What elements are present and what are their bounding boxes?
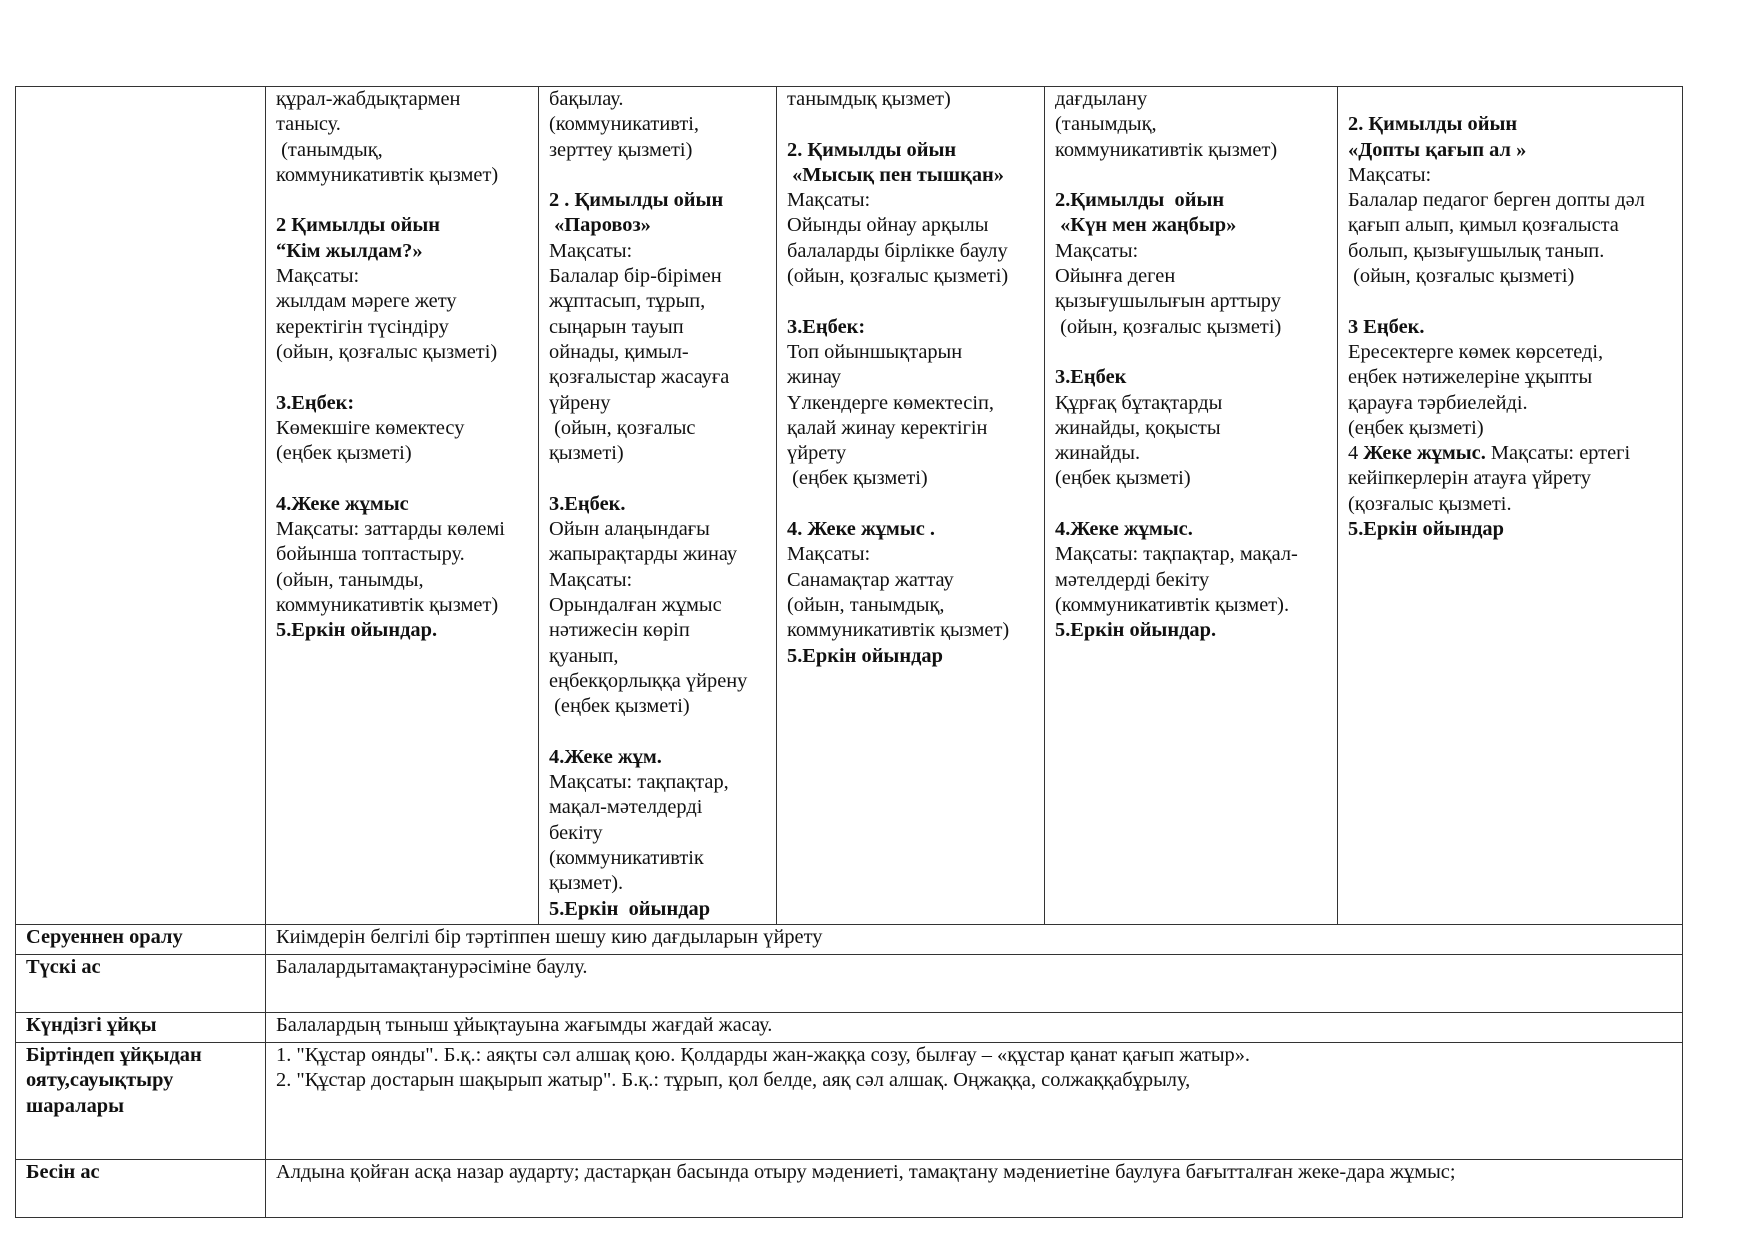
text-line: Мақсаты: тақпақтар, мақал- [1055,543,1298,566]
text-line: Мақсаты: [276,265,360,288]
text-line: нәтижесін көріп [549,619,690,642]
text-line: (еңбек қызметі) [787,467,928,490]
row-label: Бесін ас [16,1160,266,1218]
text-line: (ойын, танымдық, [787,593,945,616]
text-line: Санамақтар жаттау [787,568,954,591]
row-label: Серуеннен оралу [16,925,266,955]
text-line: (ойын, қозғалыс қызметі) [1348,265,1575,288]
walk-activities-row [16,87,1683,925]
text-line: Ойынды ойнау арқылы [787,214,989,237]
text-line: (еңбек қызметі) [1348,416,1484,439]
text-line: Мақсаты: [1348,163,1432,186]
text-line: бекіту [549,821,603,844]
text-line: Балалар бір-бірімен [549,265,722,288]
text-line: (ойын, қозғалыс қызметі) [276,340,498,363]
text-line: танысу. [276,113,341,136]
text-line: «Мысық пен тышқан» [787,163,1004,186]
text-line: коммуникативтік қызмет) [1055,138,1278,161]
text-line: (ойын, қозғалыс қызметі) [787,265,1009,288]
text-line: Балалар педагог берген допты дәл [1348,189,1645,212]
text-line: (ойын, танымды, [276,568,424,591]
text-line [549,466,768,491]
text-line: жылдам мәреге жету [276,290,457,313]
text-line: (қозғалыс қызметі. [1348,492,1512,515]
text-line: зерттеу қызметі) [549,138,693,161]
walk-day5-cell [1338,87,1683,925]
text-line: (коммуникативтік қызмет). [1055,593,1290,616]
text-line: Ересектерге көмек көрсетеді, [1348,340,1604,363]
text-line: болып, қызығушылық танып. [1348,239,1605,262]
walk-day4-cell [1045,87,1338,925]
text-line: (танымдық, [1055,113,1157,136]
text-line [787,289,1036,314]
walk-day1-cell [266,87,539,925]
text-line: Мақсаты: тақпақтар, [549,771,729,794]
text-line: 4.Жеке жұмыс [276,492,409,515]
row-text: Балалардытамақтанурәсіміне баулу. [266,955,1683,1013]
text-line: 5.Еркін ойындар. [1055,619,1217,642]
text-line [1348,87,1674,112]
text-line: еңбекқорлыққа үйрену [549,669,748,692]
text-line: Мақсаты: [787,543,871,566]
row-text [266,1043,1683,1160]
row-text: Балалардың тыныш ұйықтауына жағымды жағдай жасау. [266,1013,1683,1043]
text-line: құрал-жабдықтармен [276,88,461,110]
text-line: Көмекшіге көмектесу [276,416,465,439]
text-line [276,188,530,213]
text-line: «Допты қағып ал » [1348,138,1527,161]
text-line: 3.Еңбек: [276,391,355,414]
text-line: бақылау. [549,88,624,110]
text-line: (коммуникативтік [549,846,704,869]
text-line: (еңбек қызметі) [1055,467,1191,490]
text-line: Топ ойыншықтарын [787,340,963,363]
text-line: 1. "Құстар оянды". Б.қ.: аяқты сәл алшақ қою. Қолдарды жан-жаққа созу, былғау – «құстар қанат қағып жатыр». [276,1044,1251,1066]
text-line: үйрену [549,391,611,414]
text-line: коммуникативтік қызмет) [787,619,1010,642]
text-line: (коммуникативті, [549,113,700,136]
text-line: Мақсаты: [549,239,633,262]
text-line: қарауға тәрбиелейді. [1348,391,1528,414]
text-line: жапырақтарды жинау [549,543,738,566]
walk-day3-cell [777,87,1045,925]
text-line: “Кім жылдам?» [276,239,423,262]
text-line: Ойынға деген [1055,265,1176,288]
text-line: 4 Жеке жұмыс. Мақсаты: ертегі [1348,442,1631,465]
text-line: коммуникативтік қызмет) [276,593,499,616]
wake-up-row [16,1043,1683,1160]
text-line: (еңбек қызметі) [276,442,412,465]
text-line: «Күн мен жаңбыр» [1055,214,1237,237]
text-line: 4.Жеке жұмыс. [1055,518,1193,541]
text-line: бойынша топтастыру. [276,543,465,566]
text-line: 5.Еркін ойындар [787,644,943,667]
text-line: Ойын алаңындағы [549,518,710,541]
text-line: жинайды. [1055,442,1141,465]
text-line: Мақсаты: [1055,239,1139,262]
text-line: 4.Жеке жұм. [549,745,662,768]
text-line: 2. "Құстар достарын шақырып жатыр". Б.қ.: тұрып, қол белде, аяқ сәл алшақ. Оңжаққа, солжаққабұрылу, [276,1069,1191,1092]
text-line: ойнады, қимыл- [549,340,689,363]
return-from-walk-row [16,925,1683,955]
text-line: 2. Қимылды ойын [1348,113,1518,136]
text-line: керектігін түсіндіру [276,315,449,338]
text-line [1348,289,1674,314]
text-line: 2 Қимылды ойын [276,214,441,237]
text-line: 5.Еркін ойындар. [276,619,438,642]
text-line: қалай жинау керектігін [787,416,988,439]
daily-plan-table [15,86,1683,1218]
text-line: (ойын, қозғалыс [549,416,696,439]
text-line: Үлкендерге көмектесіп, [787,391,995,414]
text-line: танымдық қызмет) [787,88,951,110]
text-line: Мақсаты: [549,568,633,591]
walk-day2-cell [539,87,777,925]
text-line: жинау [787,366,842,389]
row-label: Түскі ас [16,955,266,1013]
text-line: сыңарын тауып [549,315,684,338]
day-sleep-row [16,1013,1683,1043]
text-line: (ойын, қозғалыс қызметі) [1055,315,1282,338]
text-line [549,719,768,744]
text-line: 3.Еңбек. [549,492,626,515]
text-line: қызығушылығын арттыру [1055,290,1281,313]
text-line: 3.Еңбек [1055,366,1127,389]
text-line: 2 . Қимылды ойын [549,189,724,212]
text-line: 5.Еркін ойындар [1348,518,1504,541]
text-line: дағдылану [1055,88,1148,110]
text-line [787,492,1036,517]
text-line [276,365,530,390]
text-line: мақал-мәтелдерді [549,796,703,819]
text-line: «Паровоз» [549,214,651,237]
text-line [549,163,768,188]
lunch-row [16,955,1683,1013]
text-line: (еңбек қызметі) [549,695,690,718]
walk-label-cell [16,87,266,925]
text-line: үйрету [787,442,847,465]
text-line: 5.Еркін ойындар [549,897,711,920]
text-line: Құрғақ бұтақтарды [1055,391,1223,414]
text-line: қуанып, [549,644,619,667]
row-text: Алдына қойған асқа назар аударту; дастарқан басында отыру мәдениеті, тамақтану мәдениетіне баулуға бағытталған жеке-дара жұмыс; [266,1160,1683,1218]
text-line [787,112,1036,137]
afternoon-snack-row [16,1160,1683,1218]
text-line: қағып алып, қимыл қозғалыста [1348,214,1619,237]
text-line: 2.Қимылды ойын [1055,189,1225,212]
text-line: қызмет). [549,872,624,895]
text-line: жинайды, қоқысты [1055,416,1221,439]
text-line: Орындалған жұмыс [549,593,722,616]
text-line: Мақсаты: заттарды көлемі [276,518,505,541]
text-line [1055,163,1329,188]
text-line: Мақсаты: [787,189,871,212]
text-line [1055,340,1329,365]
text-line [1055,492,1329,517]
text-line: кейіпкерлерін атауға үйрету [1348,467,1592,490]
text-line: коммуникативтік қызмет) [276,163,499,186]
row-label: Біртіндеп ұйқыдан ояту,сауықтыру шаралары [16,1043,266,1160]
text-line: қозғалыстар жасауға [549,366,730,389]
text-line [276,466,530,491]
text-line: (танымдық, [276,138,383,161]
text-line: балаларды бірлікке баулу [787,239,1008,262]
row-text: Киімдерін белгілі бір тәртіппен шешу кию дағдыларын үйрету [266,925,1683,955]
text-line: 2. Қимылды ойын [787,138,957,161]
text-line: 3 Еңбек. [1348,315,1425,338]
text-line: жұптасып, тұрып, [549,290,706,313]
text-line: мәтелдерді бекіту [1055,568,1210,591]
text-line: еңбек нәтижелеріне ұқыпты [1348,366,1593,389]
text-line: қызметі) [549,442,624,465]
text-line: 3.Еңбек: [787,315,866,338]
row-label: Күндізгі ұйқы [16,1013,266,1043]
text-line: 4. Жеке жұмыс . [787,518,935,541]
